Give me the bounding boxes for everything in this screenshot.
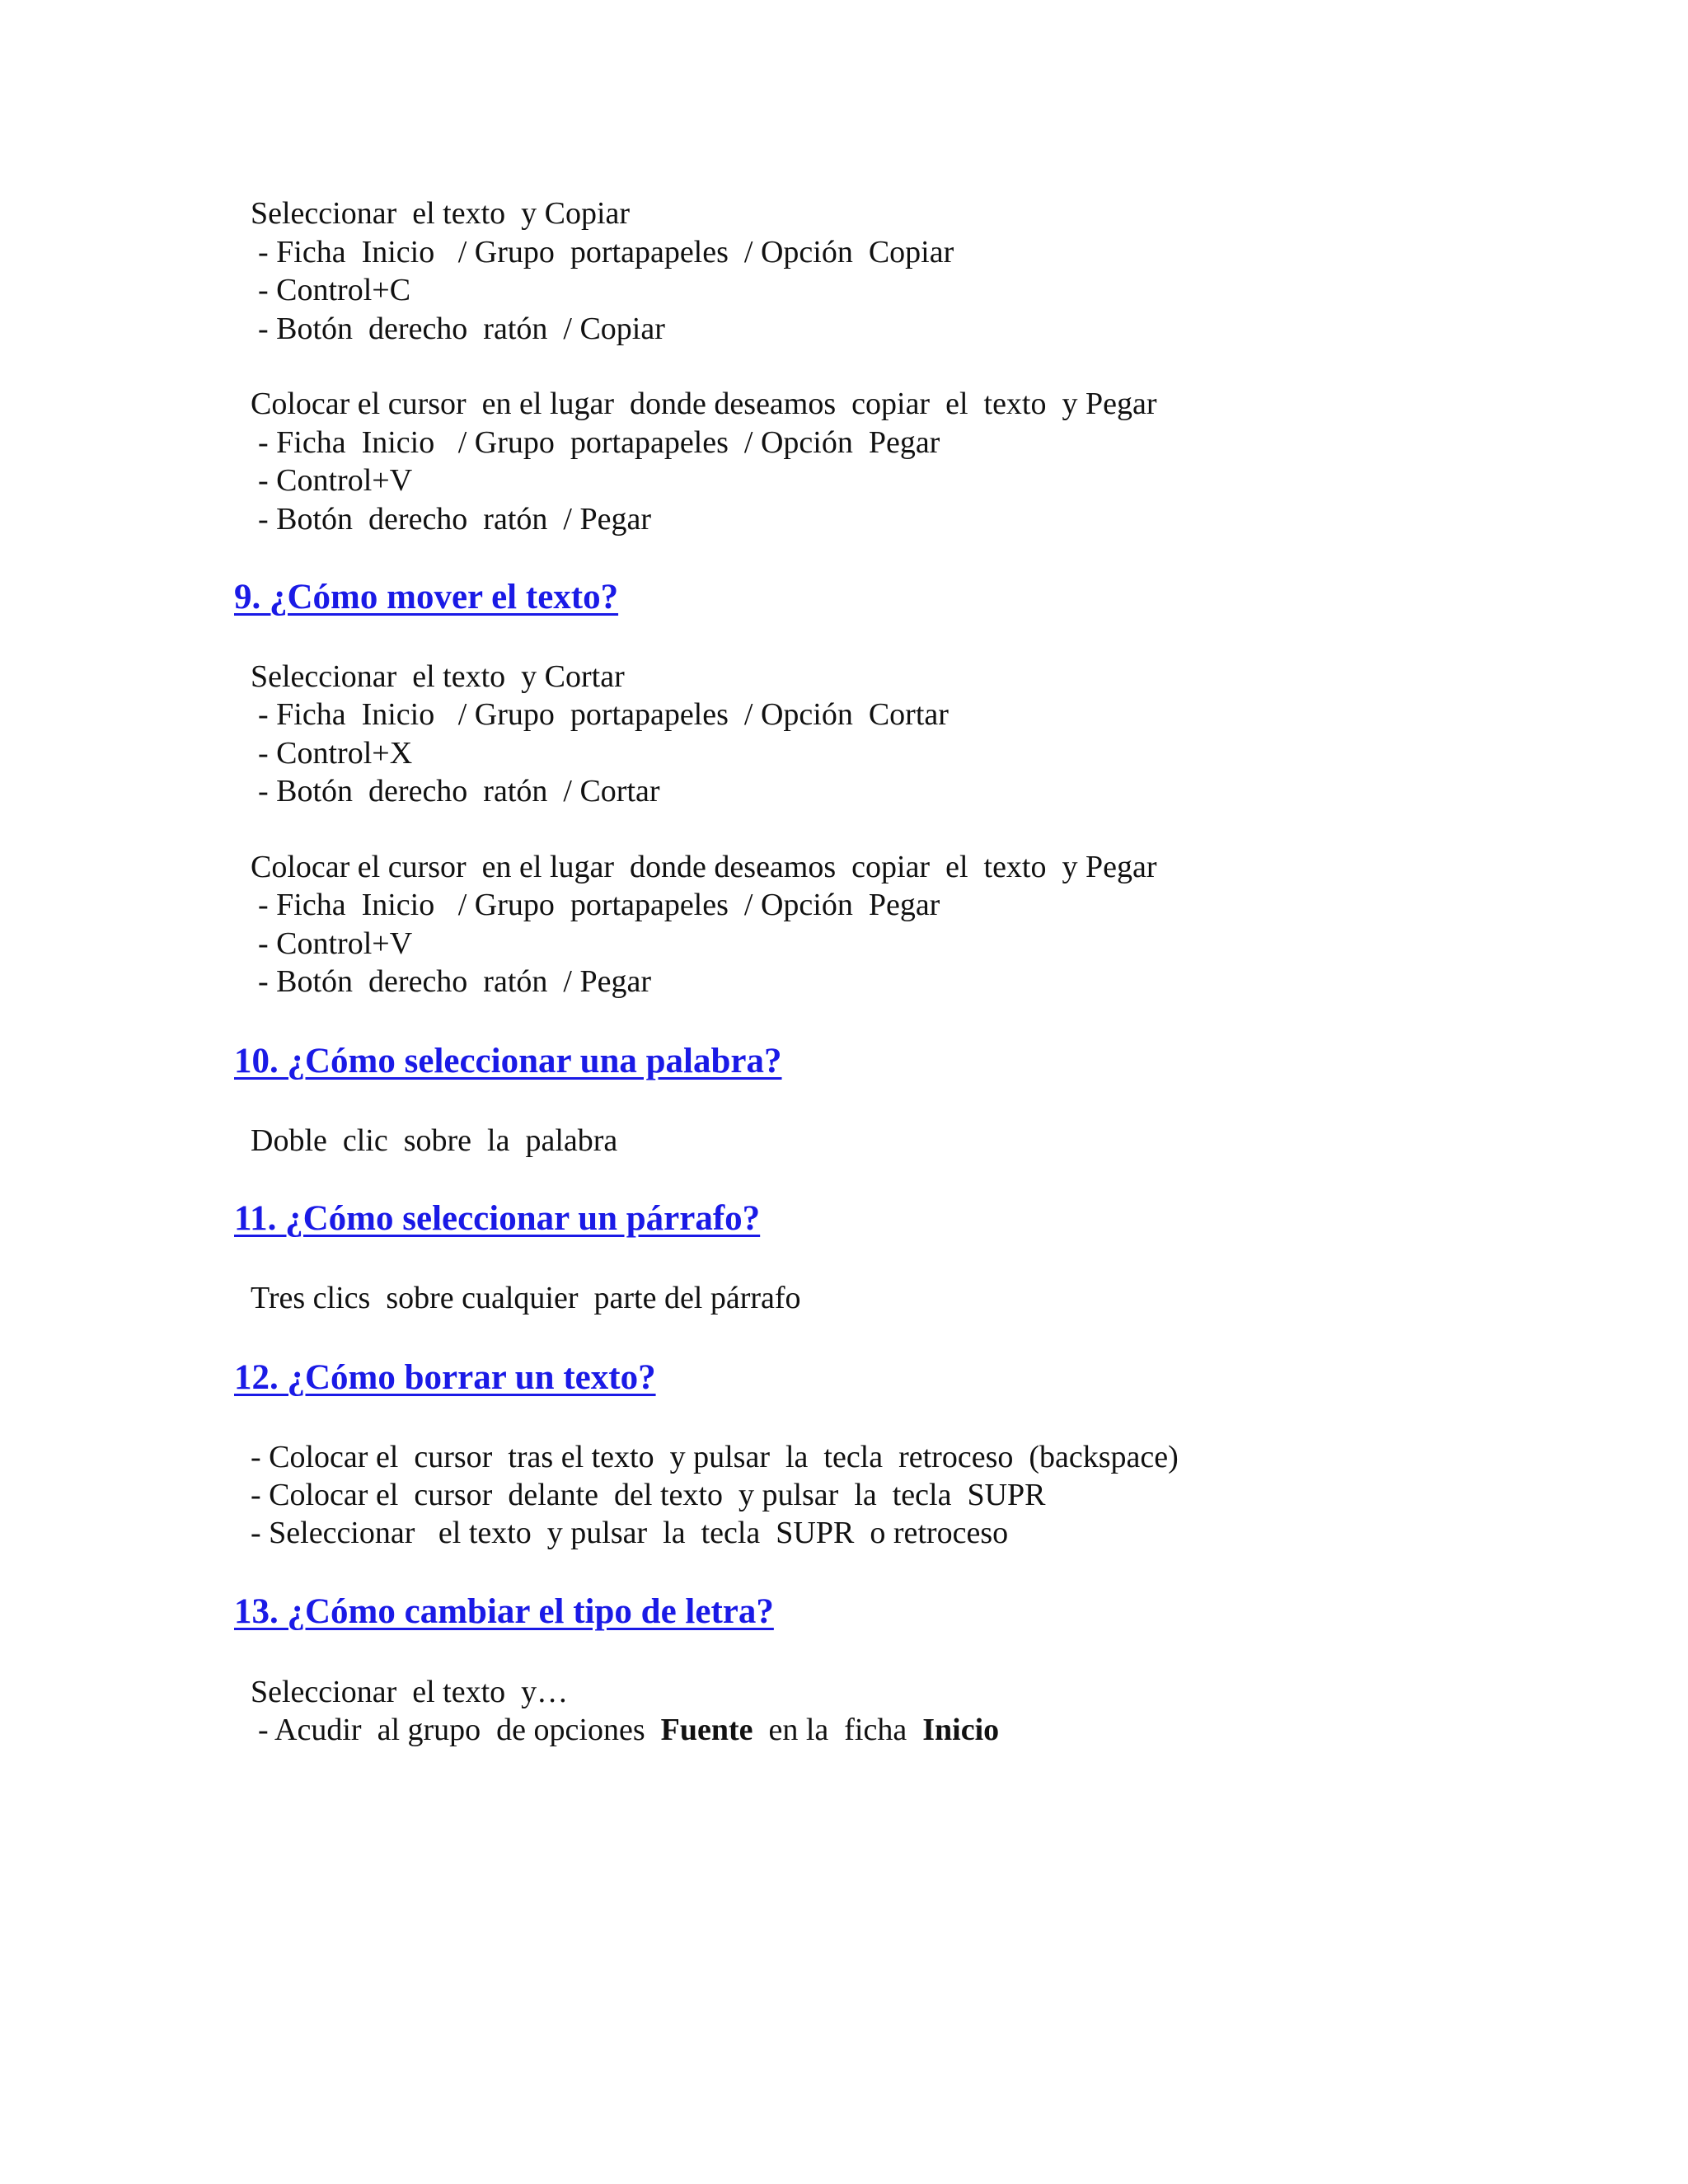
section-9-intro: Seleccionar el texto y Cortar [251,659,625,694]
section-9-heading[interactable]: 9. ¿Cómo mover el texto? [234,578,619,616]
fuente-label: Fuente [660,1713,753,1747]
section-13-item-1 [258,1711,999,1749]
section-10-body: Doble clic sobre la palabra [251,1123,618,1158]
section-9-item-3: - Botón derecho ratón / Cortar [258,774,660,808]
section-12-item-3: - Seleccionar el texto y pulsar la tecla SUPR o retroceso [251,1516,1009,1550]
section-13-intro: Seleccionar el texto y… [251,1675,569,1709]
section-9-item-2: - Control+X [258,736,413,771]
section-13-item-prefix: - Acudir al grupo de opciones [258,1713,661,1747]
section-10-heading[interactable]: 10. ¿Cómo seleccionar una palabra? [234,1042,782,1080]
section-13-heading[interactable]: 13. ¿Cómo cambiar el tipo de letra? [234,1592,774,1631]
copy-paste-item-3: - Botón derecho ratón / Pegar [258,502,651,537]
inicio-label: Inicio [922,1713,1000,1747]
section-12-item-1: - Colocar el cursor tras el texto y pulsar la tecla retroceso (backspace) [251,1440,1179,1474]
section-9-paste-intro: Colocar el cursor en el lugar donde deseamos copiar el texto y Pegar [251,850,1157,884]
section-9-paste-item-2: - Control+V [258,926,413,961]
copy-item-2: - Control+C [258,273,411,307]
copy-paste-intro: Colocar el cursor en el lugar donde deseamos copiar el texto y Pegar [251,387,1157,421]
section-12-item-2: - Colocar el cursor delante del texto y pulsar la tecla SUPR [251,1478,1046,1512]
section-9-paste-item-1: - Ficha Inicio / Grupo portapapeles / Opción Pegar [258,888,940,922]
copy-paste-item-2: - Control+V [258,463,413,498]
section-11-body: Tres clics sobre cualquier parte del párrafo [251,1281,801,1315]
section-12-heading[interactable]: 12. ¿Cómo borrar un texto? [234,1358,656,1397]
copy-item-1: - Ficha Inicio / Grupo portapapeles / Opción Copiar [258,235,954,269]
section-11-heading[interactable]: 11. ¿Cómo seleccionar un párrafo? [234,1199,761,1238]
section-9-item-1: - Ficha Inicio / Grupo portapapeles / Opción Cortar [258,697,949,732]
section-13-item-middle: en la ficha [753,1713,923,1747]
copy-intro: Seleccionar el texto y Copiar [251,196,631,231]
copy-paste-item-1: - Ficha Inicio / Grupo portapapeles / Opción Pegar [258,425,940,460]
copy-item-3: - Botón derecho ratón / Copiar [258,312,665,346]
section-9-paste-item-3: - Botón derecho ratón / Pegar [258,964,651,999]
